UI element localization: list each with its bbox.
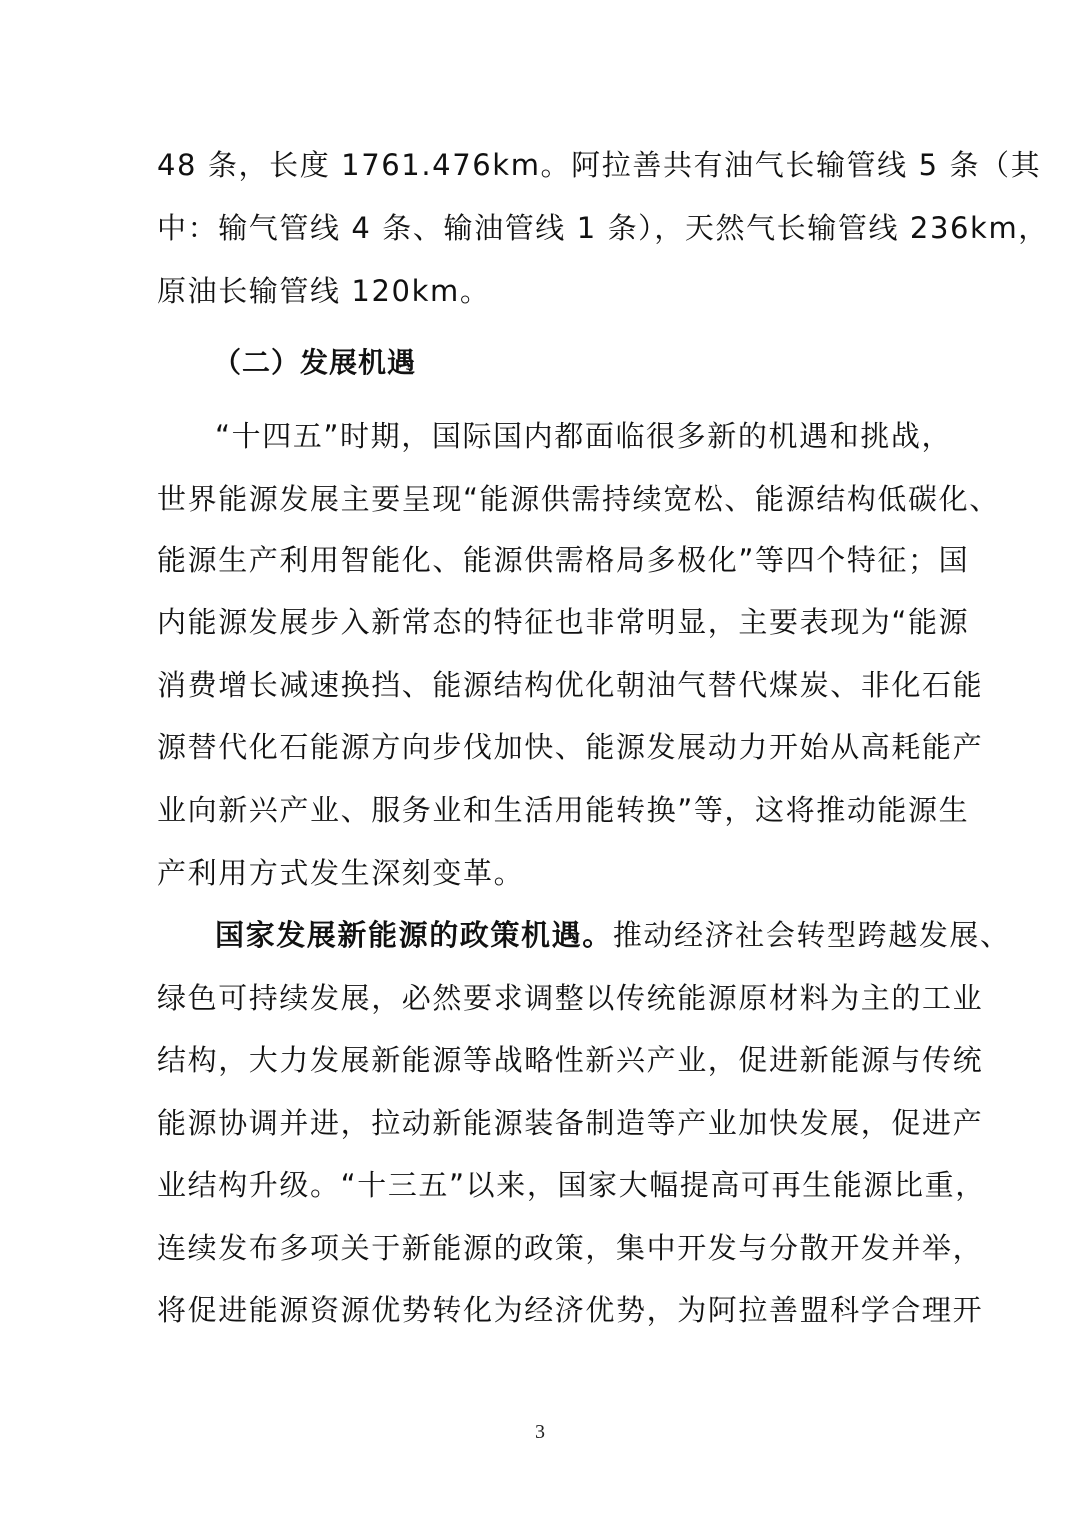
page-number: 3 xyxy=(535,1421,545,1443)
text-line: 业结构升级。“十三五”以来，国家大幅提高可再生能源比重， xyxy=(157,1168,986,1202)
text-span: 推动经济社会转型跨越发展、 xyxy=(612,918,1011,952)
text-line: 能源协调并进，拉动新能源装备制造等产业加快发展，促进产 xyxy=(157,1106,984,1140)
text-line: 内能源发展步入新常态的特征也非常明显，主要表现为“能源 xyxy=(157,605,970,639)
text-line: 绿色可持续发展，必然要求调整以传统能源原材料为主的工业 xyxy=(157,981,984,1015)
text-line: 将促进能源资源优势转化为经济优势，为阿拉善盟科学合理开 xyxy=(157,1293,984,1327)
text-line-first xyxy=(215,915,1011,955)
text-line: 能源生产利用智能化、能源供需格局多极化”等四个特征；国 xyxy=(157,543,970,577)
text-line: 源替代化石能源方向步伐加快、能源发展动力开始从高耗能产 xyxy=(157,730,984,764)
text-line: “十四五”时期，国际国内都面临很多新的机遇和挑战， xyxy=(215,419,953,453)
text-line: 消费增长减速换挡、能源结构优化朝油气替代煤炭、非化石能 xyxy=(157,668,984,702)
text-line: 连续发布多项关于新能源的政策，集中开发与分散开发并举， xyxy=(157,1231,984,1265)
bold-lead-phrase: 国家发展新能源的政策机遇。 xyxy=(215,918,613,952)
text-line: 业向新兴产业、服务业和生活用能转换”等，这将推动能源生 xyxy=(157,793,970,827)
section-heading: （二）发展机遇 xyxy=(213,346,417,379)
text-line: 中：输气管线 4 条、输油管线 1 条），天然气长输管线 236km， xyxy=(157,211,1049,245)
text-line: 结构，大力发展新能源等战略性新兴产业，促进新能源与传统 xyxy=(157,1043,984,1077)
text-line: 48 条，长度 1761.476km。阿拉善共有油气长输管线 5 条（其 xyxy=(157,148,1042,182)
text-line: 产利用方式发生深刻变革。 xyxy=(157,856,525,890)
text-line: 原油长输管线 120km。 xyxy=(157,274,491,308)
text-line: 世界能源发展主要呈现“能源供需持续宽松、能源结构低碳化、 xyxy=(157,482,1000,516)
